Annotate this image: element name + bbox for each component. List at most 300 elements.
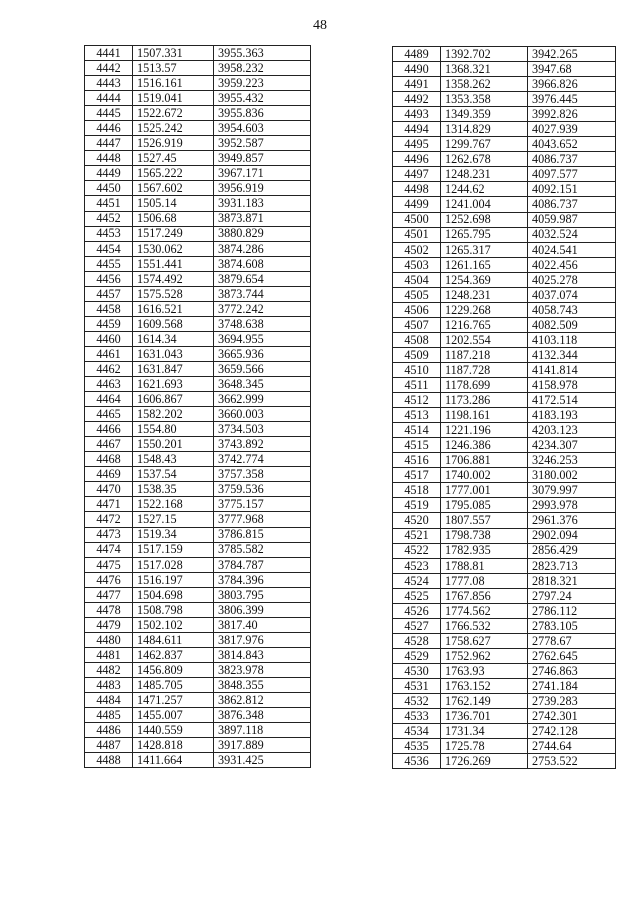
table-row (393, 663, 616, 678)
point-number-cell: 4445 (85, 106, 133, 121)
point-number-cell: 4480 (85, 632, 133, 647)
x-coordinate-cell: 1516.161 (133, 76, 214, 91)
point-number-cell: 4450 (85, 181, 133, 196)
y-coordinate-cell: 3665.936 (214, 346, 311, 361)
table-row (85, 241, 311, 256)
table-row (85, 512, 311, 527)
point-number-cell: 4453 (85, 226, 133, 241)
point-number-cell: 4468 (85, 452, 133, 467)
x-coordinate-cell: 1527.15 (133, 512, 214, 527)
point-number-cell: 4522 (393, 543, 441, 558)
point-number-cell: 4459 (85, 316, 133, 331)
page-number: 48 (313, 18, 327, 33)
y-coordinate-cell: 2823.713 (528, 558, 616, 573)
y-coordinate-cell: 4183.193 (528, 408, 616, 423)
table-row (393, 302, 616, 317)
y-coordinate-cell: 3967.171 (214, 166, 311, 181)
point-number-cell: 4465 (85, 407, 133, 422)
table-row (85, 61, 311, 76)
point-number-cell: 4447 (85, 136, 133, 151)
point-number-cell: 4525 (393, 588, 441, 603)
y-coordinate-cell: 3660.003 (214, 407, 311, 422)
point-number-cell: 4466 (85, 422, 133, 437)
point-number-cell: 4489 (393, 47, 441, 62)
x-coordinate-cell: 1241.004 (441, 197, 528, 212)
x-coordinate-cell: 1788.81 (441, 558, 528, 573)
y-coordinate-cell: 3848.355 (214, 677, 311, 692)
point-number-cell: 4477 (85, 587, 133, 602)
y-coordinate-cell: 3784.787 (214, 557, 311, 572)
table-row (85, 467, 311, 482)
y-coordinate-cell: 3954.603 (214, 121, 311, 136)
y-coordinate-cell: 3777.968 (214, 512, 311, 527)
table-row (393, 423, 616, 438)
x-coordinate-cell: 1519.041 (133, 91, 214, 106)
x-coordinate-cell: 1216.765 (441, 317, 528, 332)
x-coordinate-cell: 1550.201 (133, 437, 214, 452)
y-coordinate-cell: 2856.429 (528, 543, 616, 558)
point-number-cell: 4496 (393, 152, 441, 167)
point-number-cell: 4461 (85, 346, 133, 361)
x-coordinate-cell: 1254.369 (441, 272, 528, 287)
point-number-cell: 4528 (393, 633, 441, 648)
table-row (85, 181, 311, 196)
y-coordinate-cell: 3784.396 (214, 572, 311, 587)
y-coordinate-cell: 3958.232 (214, 61, 311, 76)
x-coordinate-cell: 1187.218 (441, 347, 528, 362)
x-coordinate-cell: 1530.062 (133, 241, 214, 256)
table-row (393, 633, 616, 648)
table-row (85, 301, 311, 316)
x-coordinate-cell: 1221.196 (441, 423, 528, 438)
x-coordinate-cell: 1567.602 (133, 181, 214, 196)
table-row (85, 587, 311, 602)
y-coordinate-cell: 3955.432 (214, 91, 311, 106)
table-row (85, 572, 311, 587)
point-number-cell: 4530 (393, 663, 441, 678)
y-coordinate-cell: 3873.871 (214, 211, 311, 226)
x-coordinate-cell: 1456.809 (133, 662, 214, 677)
y-coordinate-cell: 3806.399 (214, 602, 311, 617)
point-number-cell: 4518 (393, 483, 441, 498)
y-coordinate-cell: 3874.286 (214, 241, 311, 256)
table-row (393, 603, 616, 618)
y-coordinate-cell: 4086.737 (528, 197, 616, 212)
point-number-cell: 4499 (393, 197, 441, 212)
x-coordinate-cell: 1202.554 (441, 332, 528, 347)
table-row (85, 91, 311, 106)
point-number-cell: 4501 (393, 227, 441, 242)
x-coordinate-cell: 1522.168 (133, 497, 214, 512)
point-number-cell: 4506 (393, 302, 441, 317)
point-number-cell: 4481 (85, 647, 133, 662)
y-coordinate-cell: 3662.999 (214, 392, 311, 407)
table-row (393, 242, 616, 257)
x-coordinate-cell: 1411.664 (133, 753, 214, 768)
x-coordinate-cell: 1314.829 (441, 122, 528, 137)
y-coordinate-cell: 4097.577 (528, 167, 616, 182)
y-coordinate-cell: 3955.836 (214, 106, 311, 121)
y-coordinate-cell: 3786.815 (214, 527, 311, 542)
table-row (85, 286, 311, 301)
x-coordinate-cell: 1504.698 (133, 587, 214, 602)
x-coordinate-cell: 1777.08 (441, 573, 528, 588)
y-coordinate-cell: 3759.536 (214, 482, 311, 497)
table-row (85, 196, 311, 211)
x-coordinate-cell: 1575.528 (133, 286, 214, 301)
table-row (85, 617, 311, 632)
x-coordinate-cell: 1506.68 (133, 211, 214, 226)
table-row (85, 346, 311, 361)
x-coordinate-cell: 1798.738 (441, 528, 528, 543)
table-row (393, 528, 616, 543)
point-number-cell: 4516 (393, 453, 441, 468)
table-row (393, 694, 616, 709)
x-coordinate-cell: 1538.35 (133, 482, 214, 497)
point-number-cell: 4498 (393, 182, 441, 197)
x-coordinate-cell: 1565.222 (133, 166, 214, 181)
point-number-cell: 4464 (85, 392, 133, 407)
y-coordinate-cell: 2742.301 (528, 709, 616, 724)
point-number-cell: 4526 (393, 603, 441, 618)
table-row (85, 738, 311, 753)
y-coordinate-cell: 4086.737 (528, 152, 616, 167)
table-row (85, 226, 311, 241)
point-number-cell: 4472 (85, 512, 133, 527)
point-number-cell: 4473 (85, 527, 133, 542)
y-coordinate-cell: 2746.863 (528, 663, 616, 678)
point-number-cell: 4511 (393, 378, 441, 393)
table-row (85, 392, 311, 407)
table-row (393, 287, 616, 302)
y-coordinate-cell: 3897.118 (214, 723, 311, 738)
x-coordinate-cell: 1762.149 (441, 694, 528, 709)
point-number-cell: 4479 (85, 617, 133, 632)
x-coordinate-cell: 1726.269 (441, 754, 528, 769)
y-coordinate-cell: 3814.843 (214, 647, 311, 662)
y-coordinate-cell: 3942.265 (528, 47, 616, 62)
y-coordinate-cell: 3959.223 (214, 76, 311, 91)
x-coordinate-cell: 1519.34 (133, 527, 214, 542)
x-coordinate-cell: 1736.701 (441, 709, 528, 724)
table-row (85, 211, 311, 226)
x-coordinate-cell: 1455.007 (133, 708, 214, 723)
x-coordinate-cell: 1554.80 (133, 422, 214, 437)
point-number-cell: 4487 (85, 738, 133, 753)
x-coordinate-cell: 1582.202 (133, 407, 214, 422)
x-coordinate-cell: 1198.161 (441, 408, 528, 423)
x-coordinate-cell: 1508.798 (133, 602, 214, 617)
table-row (85, 753, 311, 768)
y-coordinate-cell: 4203.123 (528, 423, 616, 438)
x-coordinate-cell: 1265.317 (441, 242, 528, 257)
y-coordinate-cell: 4172.514 (528, 393, 616, 408)
y-coordinate-cell: 3955.363 (214, 46, 311, 61)
table-row (393, 212, 616, 227)
x-coordinate-cell: 1484.611 (133, 632, 214, 647)
y-coordinate-cell: 3785.582 (214, 542, 311, 557)
y-coordinate-cell: 2961.376 (528, 513, 616, 528)
y-coordinate-cell: 2739.283 (528, 694, 616, 709)
point-number-cell: 4471 (85, 497, 133, 512)
point-number-cell: 4520 (393, 513, 441, 528)
table-row (393, 483, 616, 498)
point-number-cell: 4451 (85, 196, 133, 211)
y-coordinate-cell: 2753.522 (528, 754, 616, 769)
x-coordinate-cell: 1262.678 (441, 152, 528, 167)
table-row (393, 648, 616, 663)
table-row (85, 76, 311, 91)
point-number-cell: 4455 (85, 256, 133, 271)
table-row (393, 498, 616, 513)
x-coordinate-cell: 1353.358 (441, 92, 528, 107)
point-number-cell: 4493 (393, 107, 441, 122)
table-row (85, 422, 311, 437)
y-coordinate-cell: 4082.509 (528, 317, 616, 332)
point-number-cell: 4474 (85, 542, 133, 557)
y-coordinate-cell: 3992.826 (528, 107, 616, 122)
y-coordinate-cell: 2797.24 (528, 588, 616, 603)
table-row (85, 662, 311, 677)
point-number-cell: 4510 (393, 362, 441, 377)
y-coordinate-cell: 4103.118 (528, 332, 616, 347)
point-number-cell: 4515 (393, 438, 441, 453)
point-number-cell: 4509 (393, 347, 441, 362)
y-coordinate-cell: 2786.112 (528, 603, 616, 618)
table-row (85, 723, 311, 738)
y-coordinate-cell: 2783.105 (528, 618, 616, 633)
point-number-cell: 4486 (85, 723, 133, 738)
point-number-cell: 4483 (85, 677, 133, 692)
table-row (393, 588, 616, 603)
table-row (393, 573, 616, 588)
x-coordinate-cell: 1766.532 (441, 618, 528, 633)
y-coordinate-cell: 4132.344 (528, 347, 616, 362)
table-row (85, 106, 311, 121)
table-row (393, 678, 616, 693)
x-coordinate-cell: 1229.268 (441, 302, 528, 317)
y-coordinate-cell: 4092.151 (528, 182, 616, 197)
x-coordinate-cell: 1548.43 (133, 452, 214, 467)
y-coordinate-cell: 3180.002 (528, 468, 616, 483)
x-coordinate-cell: 1517.028 (133, 557, 214, 572)
point-number-cell: 4442 (85, 61, 133, 76)
point-number-cell: 4462 (85, 361, 133, 376)
point-number-cell: 4503 (393, 257, 441, 272)
point-number-cell: 4441 (85, 46, 133, 61)
point-number-cell: 4446 (85, 121, 133, 136)
y-coordinate-cell: 2818.321 (528, 573, 616, 588)
y-coordinate-cell: 3743.892 (214, 437, 311, 452)
table-row (85, 407, 311, 422)
point-number-cell: 4484 (85, 693, 133, 708)
point-number-cell: 4524 (393, 573, 441, 588)
point-number-cell: 4460 (85, 331, 133, 346)
point-number-cell: 4513 (393, 408, 441, 423)
y-coordinate-cell: 4158.978 (528, 378, 616, 393)
point-number-cell: 4491 (393, 77, 441, 92)
x-coordinate-cell: 1265.795 (441, 227, 528, 242)
point-number-cell: 4494 (393, 122, 441, 137)
table-row (393, 513, 616, 528)
x-coordinate-cell: 1574.492 (133, 271, 214, 286)
y-coordinate-cell: 3952.587 (214, 136, 311, 151)
point-number-cell: 4507 (393, 317, 441, 332)
y-coordinate-cell: 4234.307 (528, 438, 616, 453)
y-coordinate-cell: 3931.183 (214, 196, 311, 211)
y-coordinate-cell: 3757.358 (214, 467, 311, 482)
table-row (85, 361, 311, 376)
y-coordinate-cell: 4058.743 (528, 302, 616, 317)
table-row (85, 647, 311, 662)
x-coordinate-cell: 1358.262 (441, 77, 528, 92)
x-coordinate-cell: 1621.693 (133, 377, 214, 392)
coordinates-table-right (392, 46, 616, 769)
y-coordinate-cell: 4022.456 (528, 257, 616, 272)
x-coordinate-cell: 1261.165 (441, 257, 528, 272)
y-coordinate-cell: 3648.345 (214, 377, 311, 392)
x-coordinate-cell: 1758.627 (441, 633, 528, 648)
y-coordinate-cell: 4027.939 (528, 122, 616, 137)
x-coordinate-cell: 1609.568 (133, 316, 214, 331)
y-coordinate-cell: 3917.889 (214, 738, 311, 753)
x-coordinate-cell: 1187.728 (441, 362, 528, 377)
point-number-cell: 4457 (85, 286, 133, 301)
point-number-cell: 4497 (393, 167, 441, 182)
x-coordinate-cell: 1606.867 (133, 392, 214, 407)
x-coordinate-cell: 1178.699 (441, 378, 528, 393)
point-number-cell: 4470 (85, 482, 133, 497)
y-coordinate-cell: 3803.795 (214, 587, 311, 602)
x-coordinate-cell: 1725.78 (441, 739, 528, 754)
x-coordinate-cell: 1517.159 (133, 542, 214, 557)
point-number-cell: 4458 (85, 301, 133, 316)
point-number-cell: 4502 (393, 242, 441, 257)
point-number-cell: 4495 (393, 137, 441, 152)
x-coordinate-cell: 1616.521 (133, 301, 214, 316)
point-number-cell: 4514 (393, 423, 441, 438)
table-row (393, 62, 616, 77)
y-coordinate-cell: 2993.978 (528, 498, 616, 513)
point-number-cell: 4533 (393, 709, 441, 724)
x-coordinate-cell: 1502.102 (133, 617, 214, 632)
x-coordinate-cell: 1525.242 (133, 121, 214, 136)
point-number-cell: 4478 (85, 602, 133, 617)
table-row (393, 182, 616, 197)
x-coordinate-cell: 1763.93 (441, 663, 528, 678)
y-coordinate-cell: 3873.744 (214, 286, 311, 301)
x-coordinate-cell: 1767.856 (441, 588, 528, 603)
y-coordinate-cell: 4037.074 (528, 287, 616, 302)
x-coordinate-cell: 1526.919 (133, 136, 214, 151)
table-row (85, 437, 311, 452)
table-row (393, 378, 616, 393)
x-coordinate-cell: 1527.45 (133, 151, 214, 166)
x-coordinate-cell: 1428.818 (133, 738, 214, 753)
table-row (85, 121, 311, 136)
x-coordinate-cell: 1740.002 (441, 468, 528, 483)
y-coordinate-cell: 3931.425 (214, 753, 311, 768)
point-number-cell: 4488 (85, 753, 133, 768)
point-number-cell: 4456 (85, 271, 133, 286)
table-row (393, 272, 616, 287)
table-row (85, 497, 311, 512)
y-coordinate-cell: 4024.541 (528, 242, 616, 257)
x-coordinate-cell: 1252.698 (441, 212, 528, 227)
table-row (393, 332, 616, 347)
table-row (393, 739, 616, 754)
y-coordinate-cell: 4141.814 (528, 362, 616, 377)
table-row (85, 331, 311, 346)
point-number-cell: 4517 (393, 468, 441, 483)
point-number-cell: 4504 (393, 272, 441, 287)
x-coordinate-cell: 1795.085 (441, 498, 528, 513)
point-number-cell: 4527 (393, 618, 441, 633)
table-row (393, 47, 616, 62)
x-coordinate-cell: 1248.231 (441, 287, 528, 302)
y-coordinate-cell: 3862.812 (214, 693, 311, 708)
x-coordinate-cell: 1522.672 (133, 106, 214, 121)
table-row (85, 452, 311, 467)
table-row (393, 317, 616, 332)
table-row (393, 408, 616, 423)
x-coordinate-cell: 1173.286 (441, 393, 528, 408)
table-row (85, 136, 311, 151)
point-number-cell: 4536 (393, 754, 441, 769)
y-coordinate-cell: 3817.976 (214, 632, 311, 647)
y-coordinate-cell: 3742.774 (214, 452, 311, 467)
point-number-cell: 4512 (393, 393, 441, 408)
y-coordinate-cell: 3876.348 (214, 708, 311, 723)
y-coordinate-cell: 3976.445 (528, 92, 616, 107)
x-coordinate-cell: 1777.001 (441, 483, 528, 498)
table-row (85, 151, 311, 166)
point-number-cell: 4534 (393, 724, 441, 739)
x-coordinate-cell: 1763.152 (441, 678, 528, 693)
x-coordinate-cell: 1244.62 (441, 182, 528, 197)
table-row (393, 362, 616, 377)
point-number-cell: 4475 (85, 557, 133, 572)
table-row (85, 482, 311, 497)
point-number-cell: 4449 (85, 166, 133, 181)
y-coordinate-cell: 3079.997 (528, 483, 616, 498)
table-row (393, 257, 616, 272)
point-number-cell: 4443 (85, 76, 133, 91)
point-number-cell: 4454 (85, 241, 133, 256)
y-coordinate-cell: 3966.826 (528, 77, 616, 92)
point-number-cell: 4519 (393, 498, 441, 513)
x-coordinate-cell: 1485.705 (133, 677, 214, 692)
y-coordinate-cell: 3874.608 (214, 256, 311, 271)
x-coordinate-cell: 1392.702 (441, 47, 528, 62)
table-row (393, 543, 616, 558)
table-row (393, 618, 616, 633)
y-coordinate-cell: 3748.638 (214, 316, 311, 331)
x-coordinate-cell: 1752.962 (441, 648, 528, 663)
y-coordinate-cell: 3246.253 (528, 453, 616, 468)
point-number-cell: 4521 (393, 528, 441, 543)
x-coordinate-cell: 1516.197 (133, 572, 214, 587)
y-coordinate-cell: 3772.242 (214, 301, 311, 316)
y-coordinate-cell: 4032.524 (528, 227, 616, 242)
table-row (85, 527, 311, 542)
y-coordinate-cell: 3734.503 (214, 422, 311, 437)
table-row (393, 197, 616, 212)
y-coordinate-cell: 3817.40 (214, 617, 311, 632)
point-number-cell: 4529 (393, 648, 441, 663)
x-coordinate-cell: 1614.34 (133, 331, 214, 346)
point-number-cell: 4444 (85, 91, 133, 106)
